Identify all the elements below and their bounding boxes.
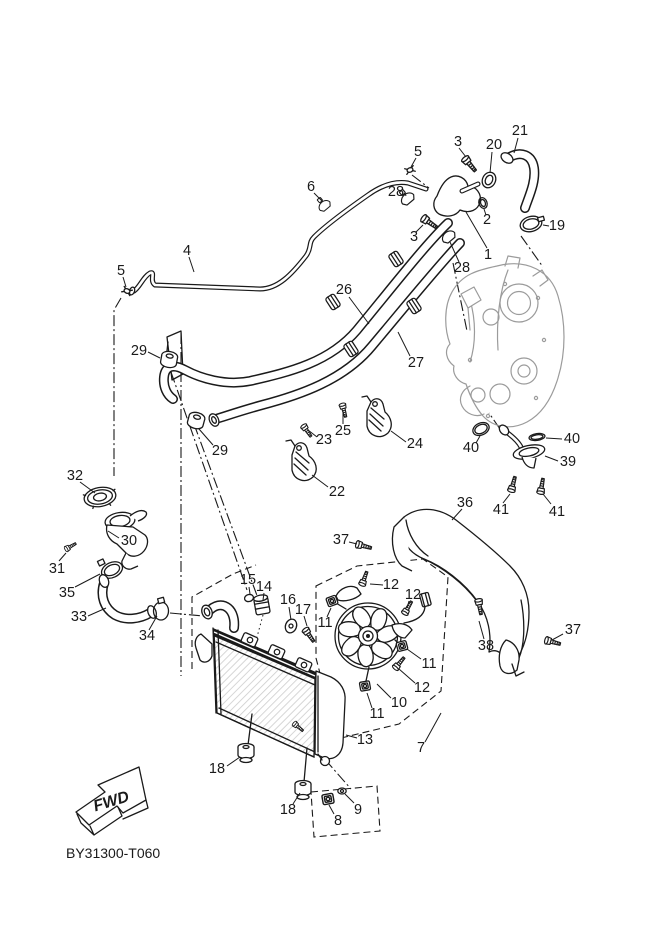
nut-8 xyxy=(322,793,335,805)
bolt-12-top xyxy=(358,570,370,587)
hose-collar xyxy=(388,250,404,267)
part-label-3: 3 xyxy=(409,228,419,245)
part-label-30: 30 xyxy=(120,532,138,549)
part-label-28: 28 xyxy=(387,183,405,200)
part-label-27: 27 xyxy=(407,354,425,371)
bolt-41-right xyxy=(537,478,547,495)
leader-line-41 xyxy=(543,494,551,504)
part-label-20: 20 xyxy=(485,136,503,153)
part-label-7: 7 xyxy=(416,739,426,756)
part-label-37: 37 xyxy=(564,621,582,638)
engine-case-drawing xyxy=(446,256,564,427)
leader-line-33 xyxy=(88,608,106,616)
part-label-22: 22 xyxy=(328,483,346,500)
screw-25 xyxy=(339,402,349,417)
part-label-35: 35 xyxy=(58,584,76,601)
part-label-28: 28 xyxy=(453,259,471,276)
leader-line-20 xyxy=(490,152,492,173)
leader-line-7 xyxy=(425,713,441,742)
part-label-23: 23 xyxy=(315,431,333,448)
part-label-12: 12 xyxy=(413,679,431,696)
part-label-31: 31 xyxy=(48,560,66,577)
nut-11-right xyxy=(396,640,408,651)
part-label-4: 4 xyxy=(182,242,192,259)
fwd-arrow xyxy=(76,767,148,835)
leader-line-15 xyxy=(249,587,250,594)
part-label-39: 39 xyxy=(559,453,577,470)
part-label-34: 34 xyxy=(138,627,156,644)
water-pipe-drawing xyxy=(471,420,547,495)
overflow-hose-drawing xyxy=(122,183,426,296)
leader-line-29 xyxy=(148,352,160,358)
leader-line-11 xyxy=(407,649,421,659)
filler-neck-drawing xyxy=(64,485,169,620)
part-label-17: 17 xyxy=(294,601,312,618)
part-label-40: 40 xyxy=(462,439,480,456)
clip-6 xyxy=(314,194,332,212)
part-label-38: 38 xyxy=(477,637,495,654)
part-label-2: 2 xyxy=(482,211,492,228)
screw-23 xyxy=(300,423,314,439)
part-label-5: 5 xyxy=(413,143,423,160)
screw-31 xyxy=(64,541,78,552)
leader-line-24 xyxy=(391,431,406,442)
part-label-24: 24 xyxy=(406,435,424,452)
leader-line-27 xyxy=(398,332,410,356)
leader-line-37 xyxy=(552,634,563,640)
part-label-16: 16 xyxy=(279,591,297,608)
part-label-18: 18 xyxy=(279,801,297,818)
leader-line-4 xyxy=(189,257,194,272)
screw-37-right xyxy=(544,636,561,647)
leader-line-16 xyxy=(289,607,291,620)
leader-line-39 xyxy=(545,456,558,461)
part-label-33: 33 xyxy=(70,608,88,625)
part-label-41: 41 xyxy=(548,503,566,520)
part-label-13: 13 xyxy=(356,731,374,748)
part-label-36: 36 xyxy=(456,494,474,511)
leader-line-31 xyxy=(59,553,66,561)
part-label-6: 6 xyxy=(306,178,316,195)
part-label-5: 5 xyxy=(116,262,126,279)
part-label-41: 41 xyxy=(492,501,510,518)
part-label-10: 10 xyxy=(390,694,408,711)
leader-line-12 xyxy=(370,584,383,585)
part-label-11: 11 xyxy=(369,705,385,722)
part-label-26: 26 xyxy=(335,281,353,298)
leader-line-12 xyxy=(399,669,415,683)
part-label-40: 40 xyxy=(563,430,581,447)
grommet-29-upper xyxy=(160,350,179,369)
bolt-41-left xyxy=(507,476,518,493)
fwd-arrow-label: FWD xyxy=(91,788,132,816)
leader-line-9 xyxy=(345,794,354,803)
part-label-29: 29 xyxy=(130,342,148,359)
leader-line-22 xyxy=(312,475,328,487)
part-label-29: 29 xyxy=(211,442,229,459)
part-label-21: 21 xyxy=(511,122,529,139)
leader-line-38 xyxy=(479,621,484,639)
part-label-9: 9 xyxy=(353,801,363,818)
leader-line-18 xyxy=(227,757,240,766)
grommet-29-lower xyxy=(186,411,206,431)
clip-5-right xyxy=(405,166,416,175)
leader-line-10 xyxy=(377,684,391,698)
part-label-3: 3 xyxy=(453,133,463,150)
screw-37-left xyxy=(355,540,372,551)
part-label-15: 15 xyxy=(239,571,257,588)
nut-11-left xyxy=(326,595,338,607)
part-label-1: 1 xyxy=(483,246,493,263)
part-label-37: 37 xyxy=(332,531,350,548)
part-label-11: 11 xyxy=(317,614,333,631)
screw-3-top xyxy=(461,155,479,174)
part-label-11: 11 xyxy=(421,655,437,672)
leader-line-40 xyxy=(546,438,562,439)
part-label-19: 19 xyxy=(548,217,566,234)
part-label-12: 12 xyxy=(382,576,400,593)
leader-line-35 xyxy=(75,574,100,587)
nut-11-bottom xyxy=(359,681,370,692)
part-label-12: 12 xyxy=(404,586,422,603)
part-label-14: 14 xyxy=(255,578,273,595)
part-code: BY31300-T060 xyxy=(66,845,161,861)
part-label-8: 8 xyxy=(333,812,343,829)
part-label-25: 25 xyxy=(334,422,352,439)
bolt-17 xyxy=(301,626,316,643)
part-label-32: 32 xyxy=(66,467,84,484)
part-label-18: 18 xyxy=(208,760,226,777)
